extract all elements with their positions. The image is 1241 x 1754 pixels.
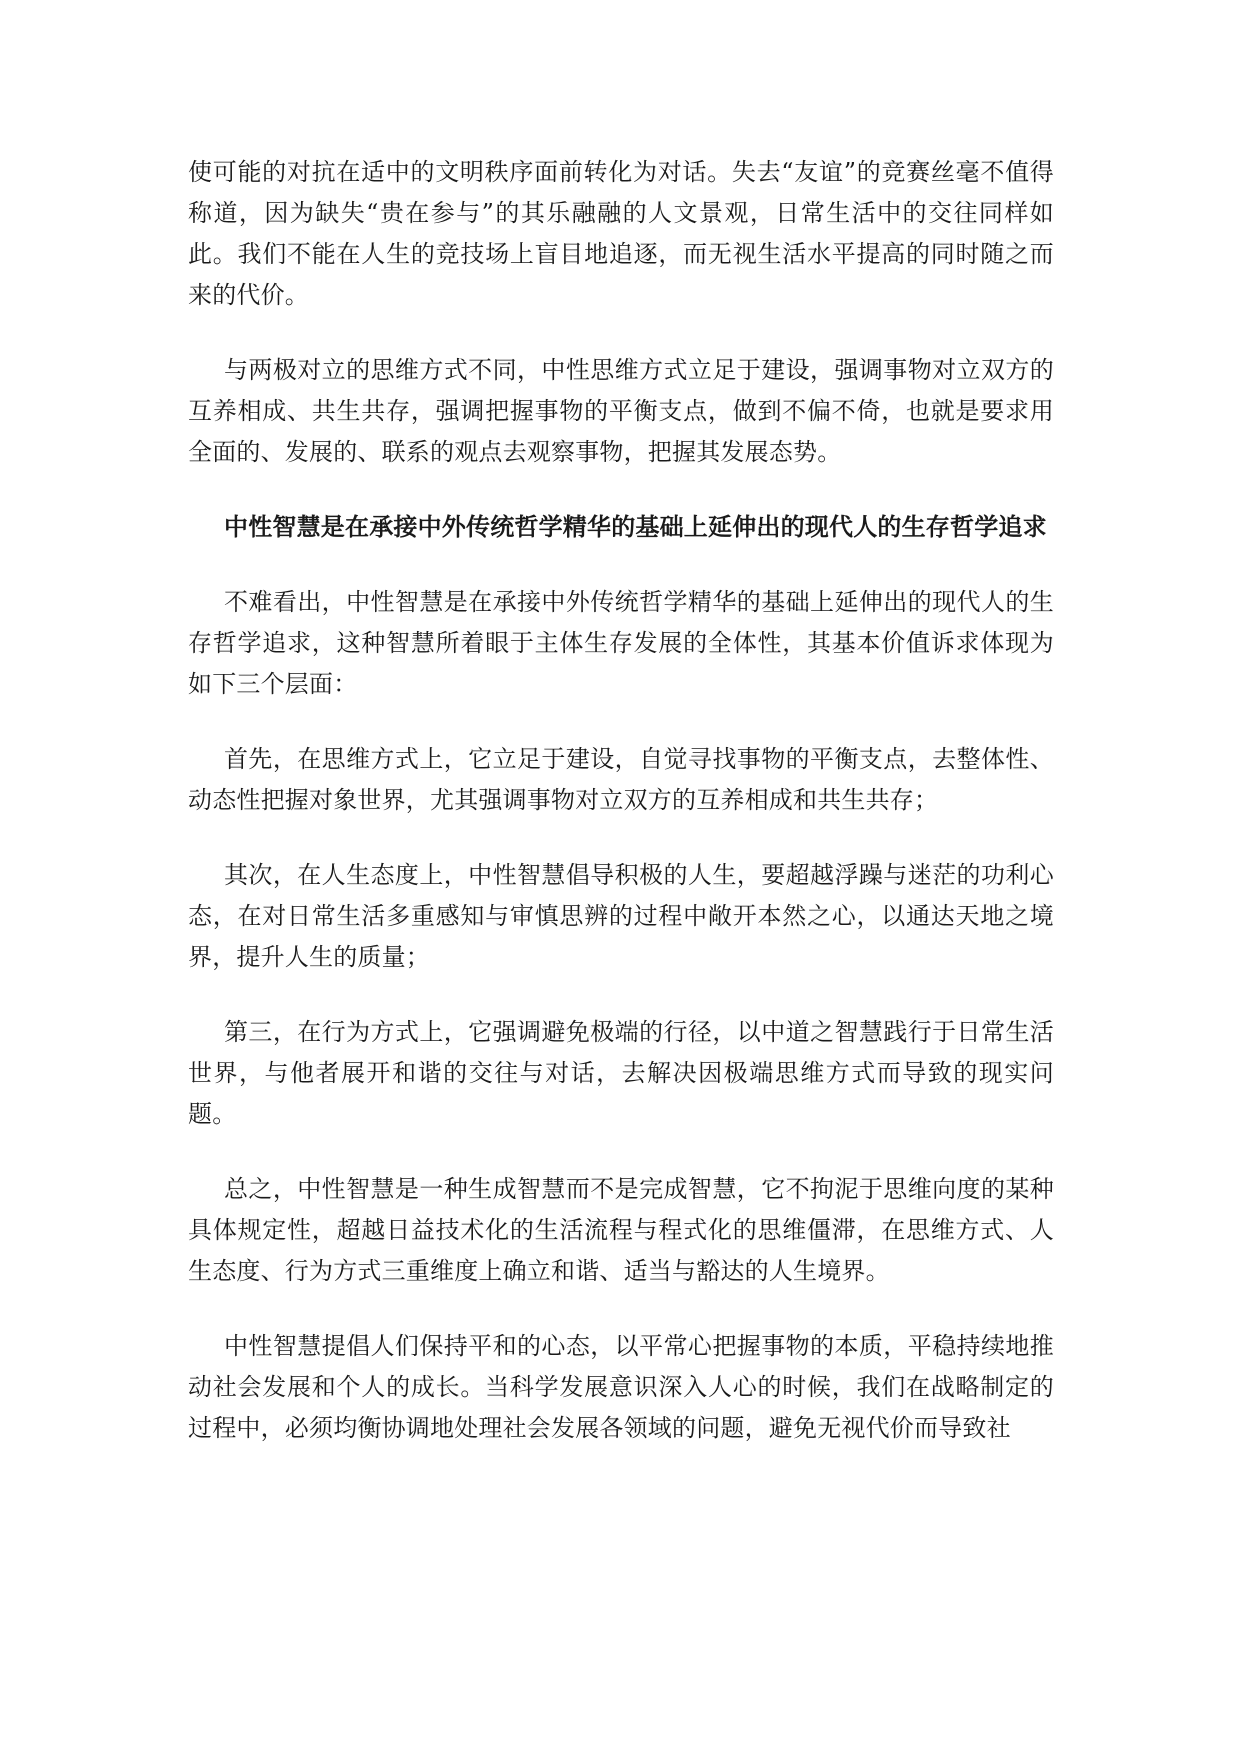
paragraph-conclusion: 中性智慧提倡人们保持平和的心态，以平常心把握事物的本质，平稳持续地推动社会发展和个人的成长。当科学发展意识深入人心的时候，我们在战略制定的过程中，必须均衡协调地处理社会发展各领域的问题，避免无视代价而导致社 xyxy=(188,1332,1054,1442)
paragraph-continuation: 使可能的对抗在适中的文明秩序面前转化为对话。失去“友谊”的竞赛丝毫不值得称道，因为缺失“贵在参与”的其乐融融的人文景观，日常生活中的交往同样如此。我们不能在人生的竞技场上盲目地追逐，而无视生活水平提高的同时随之而来的代价。 xyxy=(188,158,1054,309)
paragraph-thinking-mode: 与两极对立的思维方式不同，中性思维方式立足于建设，强调事物对立双方的互养相成、共生共存，强调把握事物的平衡支点，做到不偏不倚，也就是要求用全面的、发展的、联系的观点去观察事物，把握其发展态势。 xyxy=(188,356,1054,466)
document-body xyxy=(188,152,1054,1483)
paragraph-first-level: 首先，在思维方式上，它立足于建设，自觉寻找事物的平衡支点，去整体性、动态性把握对象世界，尤其强调事物对立双方的互养相成和共生共存； xyxy=(188,745,1054,814)
paragraph-third-level: 第三，在行为方式上，它强调避免极端的行径，以中道之智慧践行于日常生活世界，与他者展开和谐的交往与对话，去解决因极端思维方式而导致的现实问题。 xyxy=(188,1018,1054,1128)
paragraph-second-level: 其次，在人生态度上，中性智慧倡导积极的人生，要超越浮躁与迷茫的功利心态，在对日常生活多重感知与审慎思辨的过程中敞开本然之心，以通达天地之境界，提升人生的质量； xyxy=(188,861,1054,971)
section-heading: 中性智慧是在承接中外传统哲学精华的基础上延伸出的现代人的生存哲学追求 xyxy=(224,513,1047,541)
paragraph-value-levels: 不难看出，中性智慧是在承接中外传统哲学精华的基础上延伸出的现代人的生存哲学追求，这种智慧所着眼于主体生存发展的全体性，其基本价值诉求体现为如下三个层面： xyxy=(188,588,1054,698)
paragraph-summary: 总之，中性智慧是一种生成智慧而不是完成智慧，它不拘泥于思维向度的某种具体规定性，超越日益技术化的生活流程与程式化的思维僵滞，在思维方式、人生态度、行为方式三重维度上确立和谐、适当与豁达的人生境界。 xyxy=(188,1175,1054,1285)
